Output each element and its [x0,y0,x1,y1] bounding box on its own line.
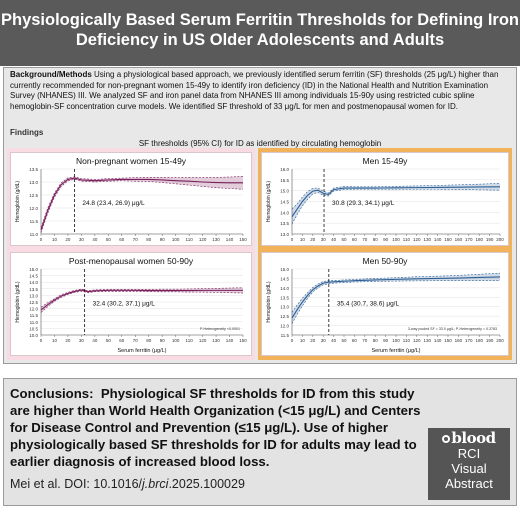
conclusions [10,385,430,470]
x-tick-label: 90 [159,338,165,343]
x-tick-label: 30 [78,338,84,343]
y-tick-label: 12.0 [280,323,289,329]
p-heterogeneity: P-Heterogeneity <0.0001 [199,327,240,331]
x-tick-label: 140 [433,237,442,242]
x-tick-label: 20 [310,237,316,242]
chart-svg [262,153,508,245]
x-tick-label: 110 [185,338,193,343]
chart-men-15-49 [261,152,509,246]
y-tick-label: 13.5 [280,295,289,301]
x-tick-label: 200 [496,237,504,242]
y-tick-label: 13.0 [280,232,289,237]
x-tick-label: 80 [372,338,378,343]
threshold-annotation: 30.8 (29.3, 34.1) μg/L [332,199,395,207]
x-tick-label: 20 [65,237,71,242]
x-tick-label: 20 [65,338,71,343]
x-tick-label: 130 [423,338,431,343]
chart-svg [11,153,251,245]
y-tick-label: 12.5 [29,193,38,198]
y-tick-label: 13.0 [280,304,289,310]
y-tick-label: 13.5 [280,221,289,227]
y-tick-label: 10.5 [29,326,38,332]
x-tick-label: 120 [198,237,207,242]
y-tick-label: 11.0 [29,319,38,325]
y-tick-label: 11.5 [29,219,38,224]
x-tick-label: 10 [299,237,305,242]
x-tick-label: 110 [402,237,410,242]
x-axis-label: Serum ferritin (μg/L) [371,348,421,354]
y-tick-label: 13.0 [29,293,38,299]
x-tick-label: 160 [454,237,463,242]
y-tick-label: 12.5 [29,300,38,305]
citation [10,477,245,491]
y-axis-label: Hemoglobin (g/dL) [15,281,21,323]
y-tick-label: 15.0 [280,188,289,194]
x-tick-label: 50 [341,338,347,343]
y-tick-label: 14.0 [280,210,289,216]
y-tick-label: 15.0 [280,267,289,272]
chart-title: Non-pregnant women 15-49y [75,156,187,166]
y-axis-label: Hemoglobin (g/dL) [266,180,272,223]
x-tick-label: 120 [198,338,207,343]
x-tick-label: 50 [105,237,111,242]
y-tick-label: 11.0 [29,232,38,237]
x-axis-label: Serum ferritin (μg/L) [117,348,167,354]
x-tick-label: 140 [225,338,234,343]
chart-men-50-90 [261,252,509,356]
x-tick-label: 190 [485,338,494,343]
x-tick-label: 40 [331,237,337,242]
x-tick-label: 70 [362,338,368,343]
blood-logo [428,428,510,500]
x-tick-label: 150 [444,237,452,242]
background-methods [10,70,510,112]
x-tick-label: 30 [78,237,84,242]
x-tick-label: 90 [383,338,389,343]
x-tick-label: 180 [475,237,483,242]
x-tick-label: 40 [92,338,98,343]
x-tick-label: 90 [383,237,389,242]
y-tick-label: 15.5 [280,177,289,183]
y-axis-label: Hemoglobin (g/dL) [266,281,272,323]
x-tick-label: 120 [413,338,421,343]
x-tick-label: 150 [444,338,452,343]
y-tick-label: 14.0 [29,280,38,286]
x-tick-label: 140 [225,237,234,242]
y-tick-label: 11.5 [280,333,289,338]
x-tick-label: 10 [299,338,305,343]
x-tick-label: 150 [239,237,247,242]
x-tick-label: 100 [392,237,400,242]
x-tick-label: 40 [331,338,337,343]
chart-title: Men 50-90y [362,256,408,266]
x-tick-label: 0 [39,338,43,343]
conclusions-text: Physiological SF thresholds for ID from this study are higher than World Health Organization (<15 μg/L) and Centers for Disease Control and Prevention (≤15 μg/L). Use of higher physiologically based SF thresholds for ID for adults may lead to earlier diagnosis of increased blood loss. [10,386,421,469]
x-tick-label: 0 [290,338,294,343]
x-tick-label: 200 [496,338,504,343]
x-tick-label: 120 [413,237,421,242]
x-tick-label: 150 [239,338,247,343]
x-tick-label: 30 [320,237,326,242]
x-tick-label: 130 [212,237,220,242]
x-tick-label: 0 [290,237,294,242]
citation-authors: Mei et al. [10,477,61,491]
findings-label: Findings [10,128,44,137]
logo-line1: RCI [457,446,481,461]
citation-doi-italic: j.brci [142,477,169,491]
x-tick-label: 170 [465,338,473,343]
x-tick-label: 80 [372,237,378,242]
x-tick-label: 40 [92,237,98,242]
logo-line3: Abstract [445,476,493,491]
threshold-annotation: 32.4 (30.2, 37.1) μg/L [92,300,155,308]
background-label: Background/Methods [10,70,92,79]
chart-women-50-90 [10,252,252,356]
x-tick-label: 100 [171,338,180,343]
x-tick-label: 10 [51,338,57,343]
y-tick-label: 12.5 [280,314,289,320]
x-tick-label: 100 [392,338,400,343]
x-tick-label: 60 [119,338,125,343]
x-tick-label: 10 [51,237,57,242]
x-tick-label: 80 [146,338,152,343]
x-tick-label: 160 [454,338,463,343]
x-tick-label: 60 [351,338,357,343]
y-tick-label: 13.5 [29,167,38,172]
x-tick-label: 110 [402,338,410,343]
x-tick-label: 80 [146,237,152,242]
citation-doi-suffix: .2025.100029 [168,477,245,491]
y-tick-label: 10.0 [29,333,38,338]
chart-svg [262,253,508,355]
x-tick-label: 70 [132,237,138,242]
y-tick-label: 12.0 [29,206,38,211]
chart-title: Men 15-49y [362,156,408,166]
x-tick-label: 190 [485,237,494,242]
x-tick-label: 130 [212,338,220,343]
y-tick-label: 14.0 [280,285,289,291]
citation-doi-prefix: DOI: 10.1016/ [64,477,143,491]
x-tick-label: 70 [132,338,138,343]
y-tick-label: 14.5 [280,276,289,282]
blood-drop-icon [442,435,450,443]
x-tick-label: 50 [105,338,111,343]
x-tick-label: 170 [465,237,473,242]
x-tick-label: 90 [159,237,165,242]
threshold-annotation: 24.8 (23.4, 26.9) μg/L [82,199,145,207]
logo-line2: Visual [451,461,487,476]
chart-women-15-49 [10,152,252,246]
x-tick-label: 60 [351,237,357,242]
y-tick-label: 14.5 [29,273,38,279]
chart-title: Post-menopausal women 50-90y [68,256,194,266]
x-tick-label: 180 [475,338,483,343]
x-tick-label: 30 [320,338,326,343]
chart-svg [11,253,251,355]
findings-caption: SF thresholds (95% CI) for ID as identified by circulating hemoglobin [138,139,382,148]
x-tick-label: 100 [171,237,180,242]
conclusions-label: Conclusions: [10,386,94,401]
x-tick-label: 0 [39,237,43,242]
p-heterogeneity: 3-way pooled SF = 33.0 μg/L; P-Heterogeneity = 0.3783 [407,327,497,331]
y-tick-label: 15.0 [29,267,38,272]
y-axis-label: Hemoglobin (g/dL) [15,180,21,223]
x-tick-label: 20 [310,338,316,343]
y-tick-label: 14.5 [280,199,289,205]
x-tick-label: 140 [433,338,442,343]
x-tick-label: 60 [119,237,125,242]
y-tick-label: 12.0 [29,306,38,312]
y-tick-label: 16.0 [280,167,289,172]
x-tick-label: 110 [185,237,193,242]
background-text: Using a physiological based approach, we previously identified serum ferritin (SF) thresholds (25 μg/L) higher than currently recommended for non-pregnant women 15-49y to identify iron deficiency (ID) in the National Health and Nutrition Examination Survey (NHANES) III. We analyzed SF and iron panel data from NHANES III among individuals 15-90y using restricted cubic spline hemoglobin-SF concentration curve models. We identified SF threshold of 33 μg/L for men and postmenopausal women for ID. [10,70,499,111]
y-tick-label: 13.5 [29,286,38,292]
logo-brand: blood [451,429,496,447]
x-tick-label: 50 [341,237,347,242]
y-tick-label: 13.0 [29,180,38,185]
y-tick-label: 11.5 [29,313,38,319]
x-tick-label: 70 [362,237,368,242]
threshold-annotation: 35.4 (30.7, 38.6) μg/L [336,300,400,308]
page-title: Physiologically Based Serum Ferritin Thresholds for Defining Iron Deficiency in US Older Adolescents and Adults [0,0,520,66]
x-tick-label: 130 [423,237,431,242]
